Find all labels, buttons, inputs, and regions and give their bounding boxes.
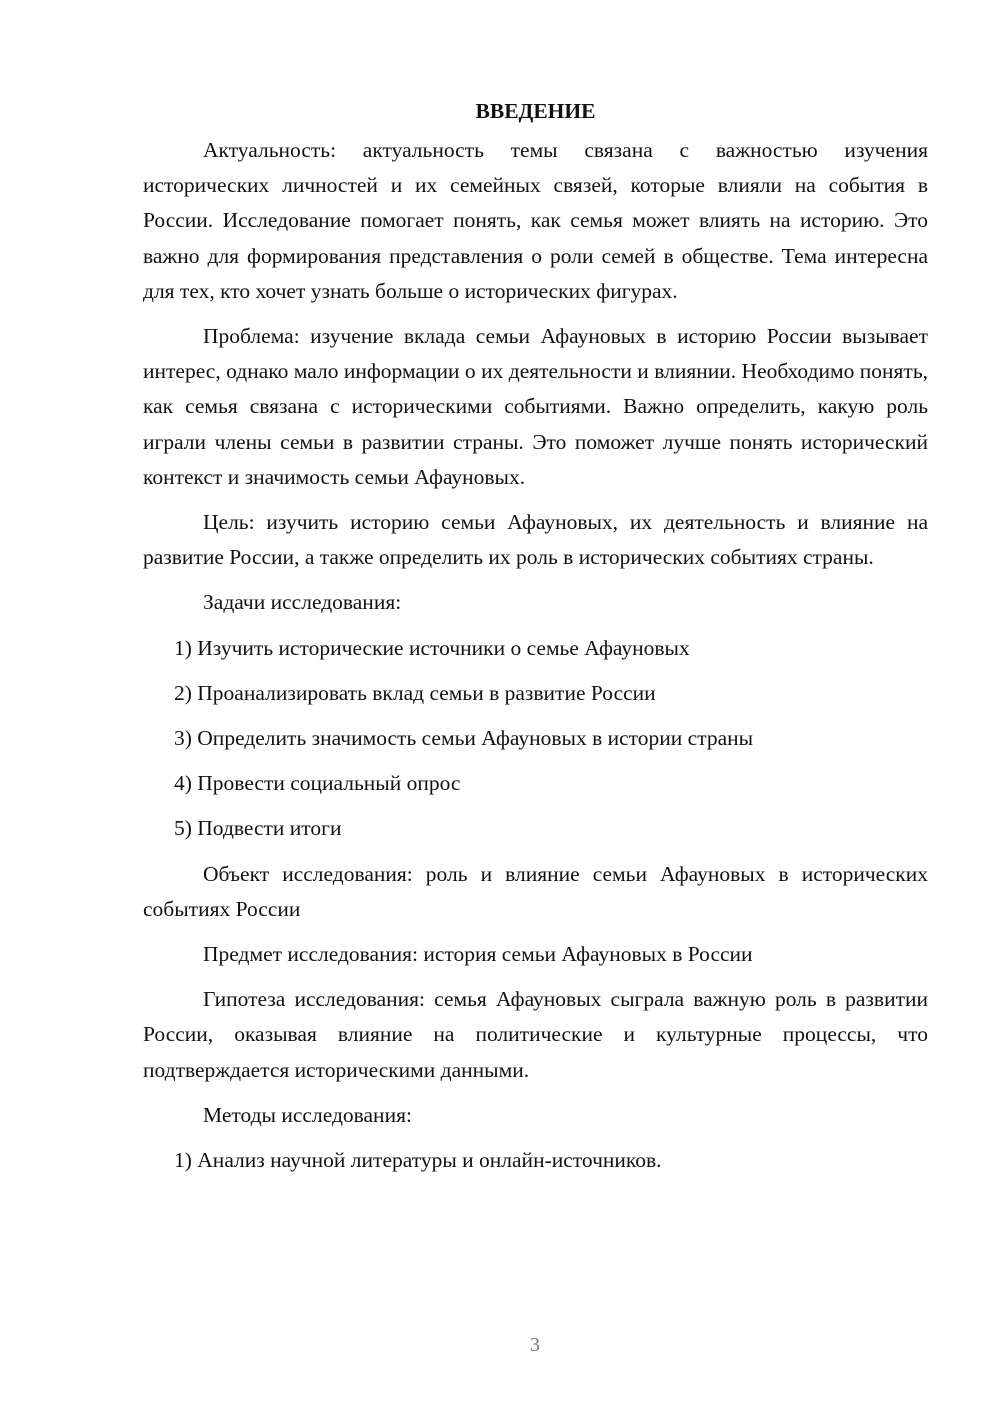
relevance-paragraph: Актуальность: актуальность темы связана с важностью изучения исторических личностей и их семейных связей, которые влияли на события в России. Исследование помогает понять, как семья может влиять на историю. Это важно для формирования представления о роли семей в обществе. Тема интересна для тех, кто хочет узнать больше о исторических фигурах. — [143, 138, 928, 303]
document-page — [143, 92, 928, 1188]
tasks-heading: Задачи исследования: — [203, 590, 402, 615]
method-item: 1) Анализ научной литературы и онлайн-источников. — [174, 1148, 662, 1173]
task-item: 4) Провести социальный опрос — [174, 771, 461, 796]
goal-paragraph: Цель: изучить историю семьи Афауновых, их деятельность и влияние на развитие России, а также определить их роль в исторических событиях страны. — [143, 510, 928, 570]
problem-paragraph: Проблема: изучение вклада семьи Афауновых в историю России вызывает интерес, однако мало информации о их деятельности и влиянии. Необходимо понять, как семья связана с историческими событиями. Важно определить, какую роль играли члены семьи в развитии страны. Это поможет лучше понять исторический контекст и значимость семьи Афауновых. — [143, 324, 928, 489]
methods-heading: Методы исследования: — [203, 1102, 412, 1127]
task-item: 1) Изучить исторические источники о семье Афауновых — [174, 635, 690, 660]
task-item: 2) Проанализировать вклад семьи в развитие России — [174, 680, 656, 705]
page-number: 3 — [530, 1334, 540, 1356]
task-item: 5) Подвести итоги — [174, 816, 342, 841]
subject-paragraph: Предмет исследования: история семьи Афауновых в России — [203, 942, 753, 967]
hypothesis-paragraph: Гипотеза исследования: семья Афауновых сыграла важную роль в развитии России, оказывая влияние на политические и культурные процессы, что подтверждается историческими данными. — [143, 987, 928, 1082]
object-paragraph: Объект исследования: роль и влияние семьи Афауновых в исторических событиях России — [143, 861, 928, 921]
task-item: 3) Определить значимость семьи Афауновых в истории страны — [174, 726, 754, 751]
section-title: ВВЕДЕНИЕ — [475, 99, 596, 123]
